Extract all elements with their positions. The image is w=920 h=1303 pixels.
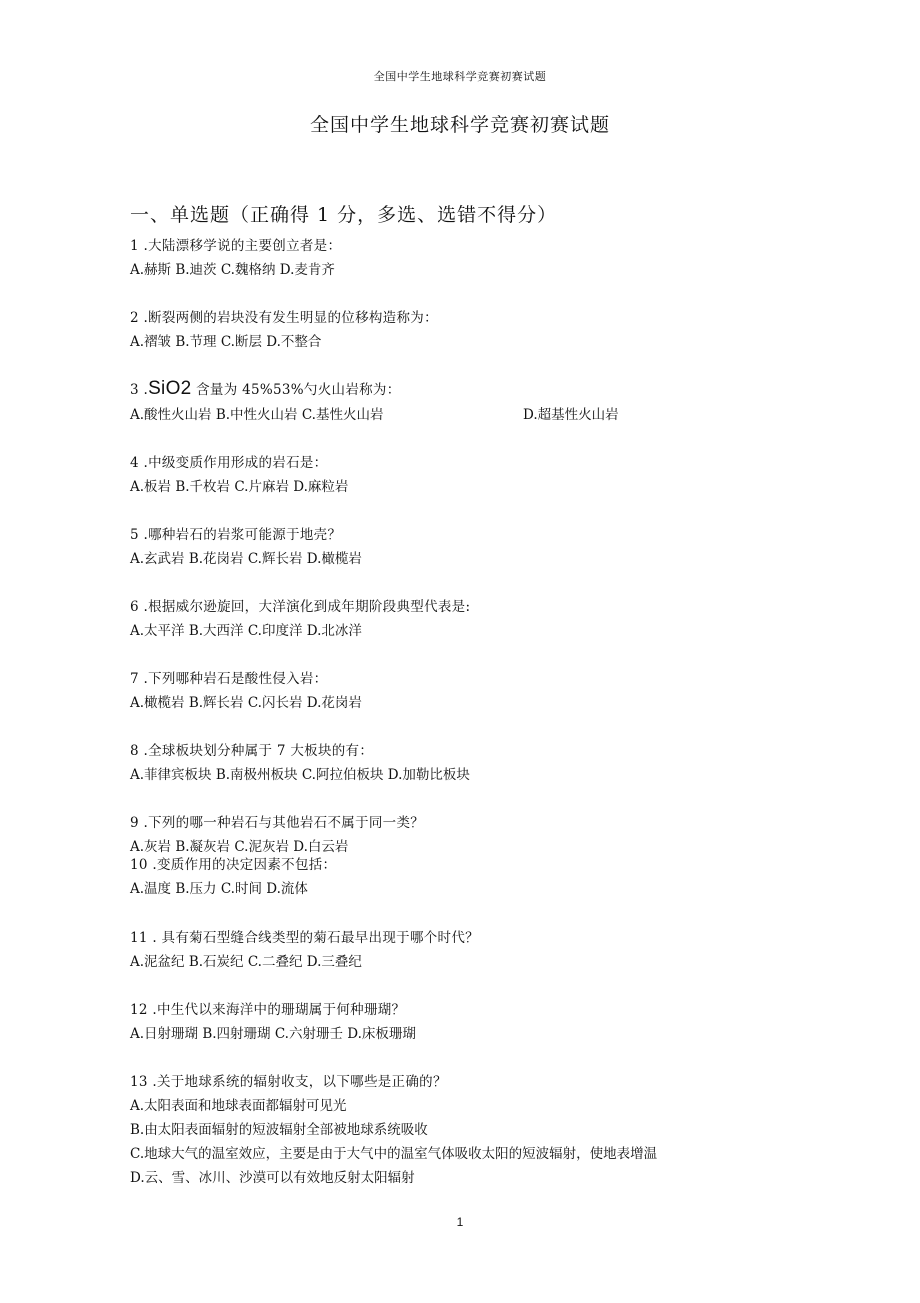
question-13-option-d: D.云、雪、冰川、沙漠可以有效地反射太阳辐射 — [130, 1170, 415, 1186]
question-7-options: A.橄榄岩 B.辉长岩 C.闪长岩 D.花岗岩 — [130, 695, 362, 711]
question-3-option-d: D.超基性火山岩 — [523, 407, 619, 423]
question-10-options: A.温度 B.压力 C.时间 D.流体 — [130, 881, 308, 897]
question-3-options: A.酸性火山岩 B.中性火山岩 C.基性火山岩 — [130, 407, 384, 423]
question-4-options: A.板岩 B.千枚岩 C.片麻岩 D.麻粒岩 — [130, 479, 349, 495]
question-13-option-c: C.地球大气的温室效应，主要是由于大气中的温室气体吸收太阳的短波辐射，使地表增温 — [130, 1146, 658, 1162]
question-8: 8 .全球板块划分种属于 7 大板块的有： — [130, 743, 374, 759]
question-11-options: A.泥盆纪 B.石炭纪 C.二叠纪 D.三叠纪 — [130, 954, 362, 970]
question-6-options: A.太平洋 B.大西洋 C.印度洋 D.北冰洋 — [130, 623, 362, 639]
question-5-options: A.玄武岩 B.花岗岩 C.辉长岩 D.橄榄岩 — [130, 551, 362, 567]
question-5: 5 .哪种岩石的岩浆可能源于地壳？ — [130, 527, 342, 543]
running-header: 全国中学生地球科学竞赛初赛试题 — [373, 70, 547, 83]
question-6: 6 .根据威尔逊旋回，大洋演化到成年期阶段典型代表是: — [130, 599, 471, 615]
question-11: 11 . 具有菊石型缝合线类型的菊石最早出现于哪个时代？ — [130, 930, 479, 946]
question-9-options: A.灰岩 B.凝灰岩 C.泥灰岩 D.白云岩 — [130, 839, 349, 855]
question-3-suffix: 含量为 45%53%勺火山岩称为： — [191, 382, 401, 398]
question-1-options: A.赫斯 B.迪茨 C.魏格纳 D.麦肯齐 — [130, 262, 335, 278]
question-13: 13 .关于地球系统的辐射收支，以下哪些是正确的？ — [130, 1074, 447, 1090]
question-3 — [130, 380, 401, 399]
section-heading: 一、单选题（正确得 1 分，多选、选错不得分） — [130, 204, 558, 226]
question-12-options: A.日射珊瑚 B.四射珊瑚 C.六射珊壬 D.床板珊瑚 — [130, 1026, 416, 1042]
page-title: 全国中学生地球科学竞赛初赛试题 — [309, 114, 610, 136]
question-1: 1 .大陆漂移学说的主要创立者是： — [130, 238, 342, 254]
question-4: 4 .中级变质作用形成的岩石是： — [130, 455, 328, 471]
question-2-options: A.褶皱 B.节理 C.断层 D.不整合 — [130, 334, 322, 350]
question-12: 12 .中生代以来海洋中的珊瑚属于何种珊瑚？ — [130, 1002, 406, 1018]
page-number: 1 — [456, 1215, 464, 1229]
question-3-prefix: 3 . — [130, 382, 149, 398]
question-7: 7 .下列哪种岩石是酸性侵入岩： — [130, 671, 328, 687]
question-10: 10 .变质作用的决定因素不包括： — [130, 857, 337, 873]
question-8-options: A.菲律宾板块 B.南极州板块 C.阿拉伯板块 D.加勒比板块 — [130, 767, 470, 783]
question-3-sio2: SiO2 — [148, 378, 192, 399]
question-9: 9 .下列的哪一种岩石与其他岩石不属于同一类？ — [130, 815, 425, 831]
question-13-option-b: B.由太阳表面辐射的短波辐射全部被地球系统吸收 — [130, 1122, 428, 1138]
question-2: 2 .断裂两侧的岩块没有发生明显的位移构造称为： — [130, 310, 438, 326]
question-13-option-a: A.太阳表面和地球表面都辐射可见光 — [130, 1098, 347, 1114]
